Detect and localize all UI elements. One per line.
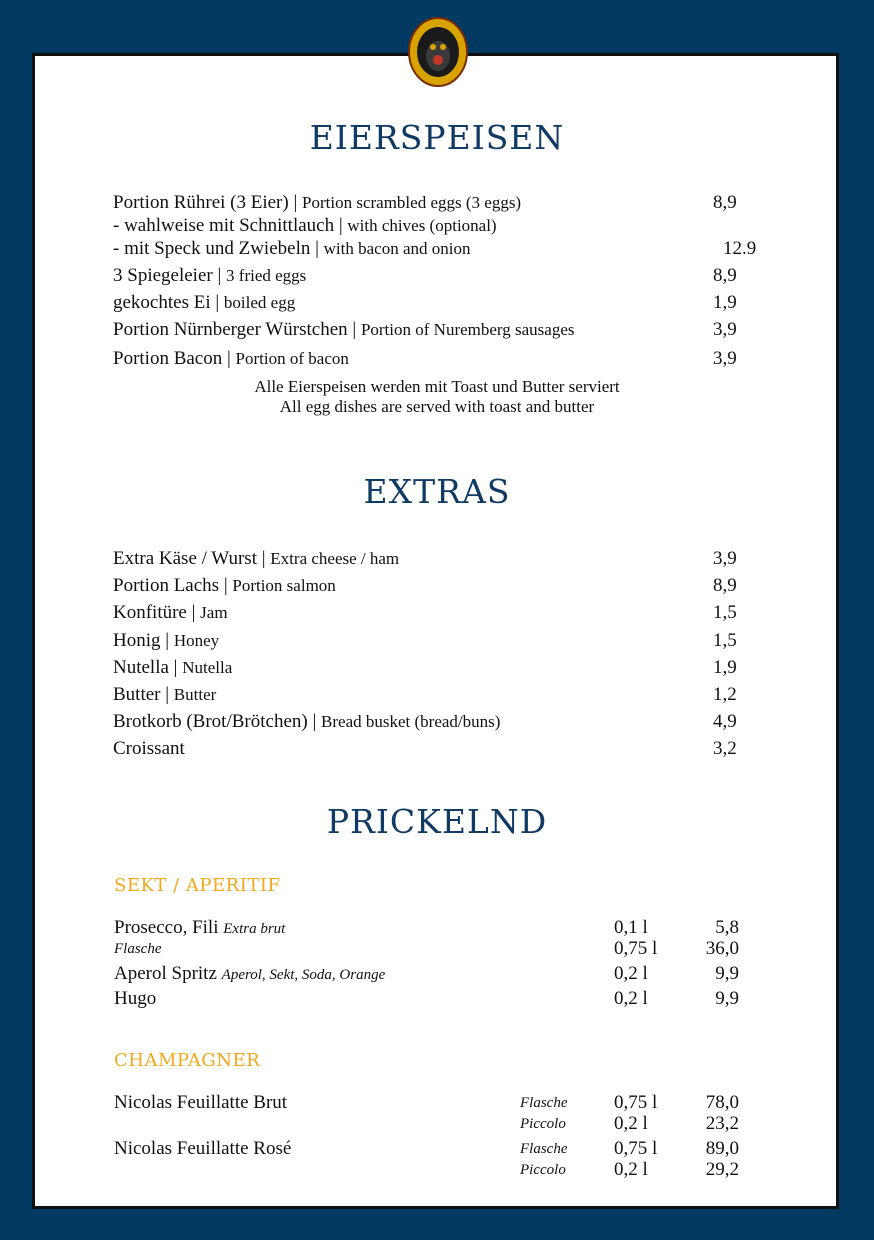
drink-volume: 0,75 l [614, 1138, 658, 1159]
item-name-en: 3 fried eggs [226, 266, 307, 285]
item-name-en: Portion of Nuremberg sausages [360, 320, 575, 339]
menu-item [113, 575, 753, 599]
drink-champagne [114, 1138, 291, 1160]
item-name-de: Croissant [113, 738, 185, 759]
drink-name: Prosecco, Fili [114, 917, 224, 938]
item-name-de: Honig | [113, 630, 174, 651]
menu-item [113, 630, 753, 654]
item-name-en: boiled egg [223, 293, 296, 312]
item-name-de: Portion Lachs | [113, 575, 233, 596]
item-name-en: with chives (optional) [347, 216, 497, 235]
item-name-de: - mit Speck und Zwiebeln | [113, 238, 324, 259]
drink-aperol-spritz [114, 963, 385, 985]
menu-item [113, 265, 753, 289]
subsection-title-champagner: CHAMPAGNER [114, 1050, 261, 1071]
drink-volume: 0,75 l [614, 1092, 658, 1113]
drink-volume: 0,2 l [614, 1113, 648, 1134]
item-price: 1,5 [713, 630, 737, 651]
drink-price: 78,0 [705, 1092, 739, 1113]
drink-volume: 0,2 l [614, 1159, 648, 1180]
drink-prosecco [114, 917, 285, 939]
item-name-de: - wahlweise mit Schnittlauch | [113, 215, 348, 236]
menu-item [113, 319, 753, 343]
item-name-de: Butter | [113, 684, 174, 705]
drink-name: Nicolas Feuillatte Brut [114, 1092, 288, 1113]
drink-volume: 0,75 l [614, 938, 658, 959]
drink-price: 9,9 [715, 988, 739, 1009]
item-name-de: Nutella | [113, 657, 183, 678]
item-name-en: Bread busket (bread/buns) [321, 712, 501, 731]
menu-item [113, 738, 753, 762]
item-name-en: Portion salmon [232, 576, 336, 595]
drink-price: 29,2 [705, 1159, 739, 1180]
drink-name: Aperol Spritz [114, 963, 222, 984]
menu-item [113, 602, 753, 626]
item-name-de: 3 Spiegeleier | [113, 265, 227, 286]
drink-size-label: Piccolo [520, 1116, 566, 1132]
egg-note-en: All egg dishes are served with toast and butter [279, 397, 595, 416]
item-price: 1,2 [713, 684, 737, 705]
menu-item [113, 215, 753, 239]
section-title-eierspeisen: EIERSPEISEN [309, 118, 565, 157]
menu-item [113, 292, 753, 316]
drink-size-label: Flasche [520, 1141, 568, 1157]
drink-size-label: Piccolo [520, 1162, 566, 1178]
menu-item [113, 192, 753, 216]
item-name-de: Brotkorb (Brot/Brötchen) | [113, 711, 322, 732]
item-price: 3,9 [713, 319, 737, 340]
menu-item [113, 238, 757, 262]
drink-price: 23,2 [705, 1113, 739, 1134]
item-name-en: with bacon and onion [323, 239, 471, 258]
item-price: 1,5 [713, 602, 737, 623]
item-name-de: Konfitüre | [113, 602, 201, 623]
menu-item [113, 548, 753, 572]
drink-champagne [114, 1092, 287, 1114]
item-price: 1,9 [713, 657, 737, 678]
item-name-de: Portion Bacon | [113, 348, 236, 369]
drink-size-label: Flasche [520, 1095, 568, 1111]
brewery-seal-logo [407, 16, 469, 88]
drink-size-label: Flasche [114, 941, 162, 957]
drink-detail: Extra brut [223, 921, 286, 937]
egg-note-de: Alle Eierspeisen werden mit Toast und Butter serviert [254, 377, 620, 396]
item-name-en: Extra cheese / ham [270, 549, 400, 568]
drink-volume: 0,2 l [614, 988, 648, 1009]
item-name-en: Nutella [182, 658, 233, 677]
item-price: 8,9 [713, 265, 737, 286]
item-price: 3,9 [713, 348, 737, 369]
item-name-de: Portion Nürnberger Würstchen | [113, 319, 361, 340]
drink-hugo [114, 988, 156, 1010]
item-price: 1,9 [713, 292, 737, 313]
drink-price: 9,9 [715, 963, 739, 984]
drink-price: 36,0 [705, 938, 739, 959]
item-price: 8,9 [713, 575, 737, 596]
drink-price: 89,0 [705, 1138, 739, 1159]
drink-volume: 0,2 l [614, 963, 648, 984]
menu-item [113, 684, 753, 708]
drink-price: 5,8 [715, 917, 739, 938]
drink-detail: Aperol, Sekt, Soda, Orange [221, 967, 386, 983]
item-name-en: Honey [173, 631, 220, 650]
item-name-en: Portion of bacon [235, 349, 349, 368]
menu-item [113, 348, 753, 372]
item-price: 3,9 [713, 548, 737, 569]
section-title-prickelnd: PRICKELND [326, 802, 548, 841]
menu-item [113, 657, 753, 681]
item-price: 3,2 [713, 738, 737, 759]
item-price: 4,9 [713, 711, 737, 732]
subsection-title-sekt: SEKT / APERITIF [114, 875, 281, 896]
item-name-de: Portion Rührei (3 Eier) | [113, 192, 303, 213]
item-name-en: Jam [200, 603, 228, 622]
drink-name: Hugo [114, 988, 157, 1009]
section-title-extras: EXTRAS [363, 472, 511, 511]
item-name-de: gekochtes Ei | [113, 292, 224, 313]
drink-name: Nicolas Feuillatte Rosé [114, 1138, 292, 1159]
menu-item [113, 711, 753, 735]
item-name-en: Portion scrambled eggs (3 eggs) [302, 193, 522, 212]
item-name-de: Extra Käse / Wurst | [113, 548, 271, 569]
item-price: 8,9 [713, 192, 737, 213]
item-name-en: Butter [173, 685, 217, 704]
item-price: 12.9 [723, 238, 757, 259]
drink-volume: 0,1 l [614, 917, 648, 938]
